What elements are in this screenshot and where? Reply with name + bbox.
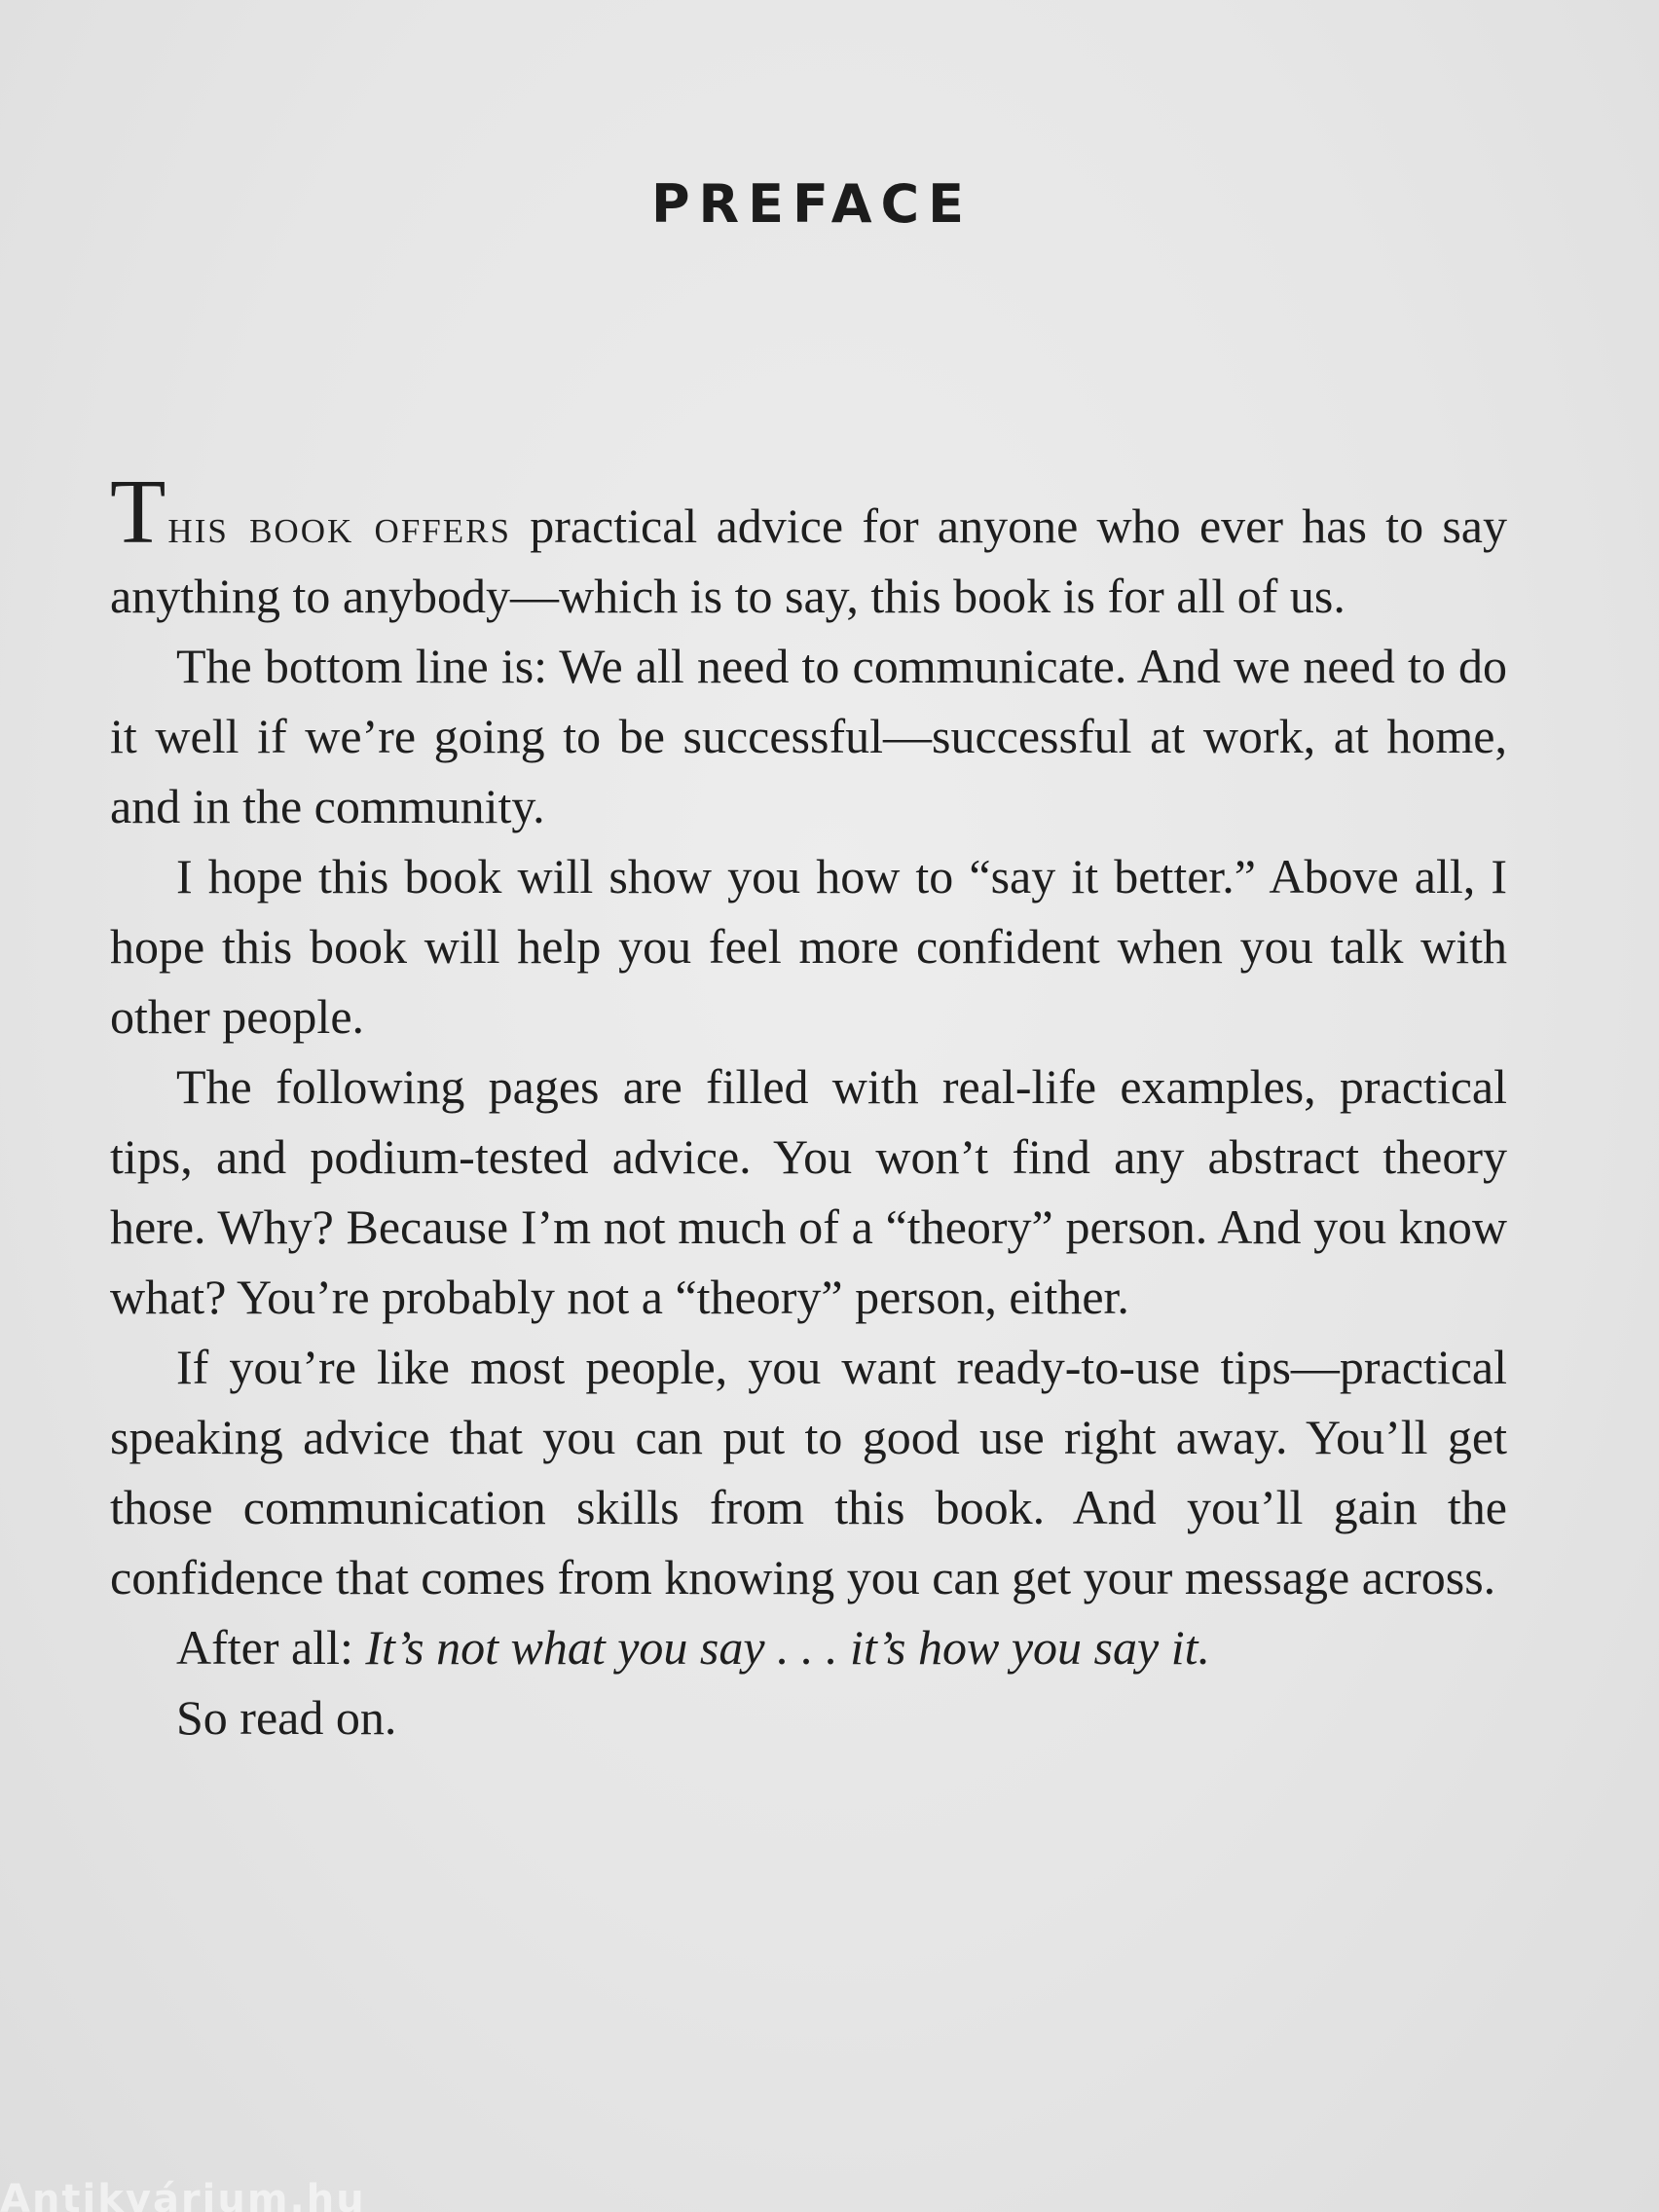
paragraph-2: The bottom line is: We all need to communicate. And we need to do it well if we’re going to be successful—successful at work, at home, and in the community. [110,639,1507,833]
paragraph-6-italic: It’s not what you say . . . it’s how you say it. [365,1620,1210,1675]
drop-cap: T [110,461,166,563]
paragraph-6 [110,1612,1507,1682]
paragraph-6-lead: After all: [176,1620,366,1675]
paragraph-4: The following pages are filled with real-life examples, practical tips, and podium-tested advice. You won’t find any abstract theory here. Why? Because I’m not much of a “theory” person. And you know what? You’re probably not a “theory” person, either. [110,1059,1507,1324]
page-title: PREFACE [650,173,974,235]
preface-body [110,461,1507,1752]
paragraph-3: I hope this book will show you how to “say it better.” Above all, I hope this book will help you feel more confident when you talk with other people. [110,849,1507,1044]
paragraph-7: So read on. [176,1690,397,1745]
watermark: Antikvárium.hu [0,2177,366,2212]
paragraph-1-text: practical advice for anyone who ever has to say anything to anybody—which is to say, this book is for all of us. [110,498,1507,623]
opening-small-caps: his book offers [167,498,511,553]
paragraph-1 [110,461,1507,631]
paragraph-5: If you’re like most people, you want ready-to-use tips—practical speaking advice that you can put to good use right away. You’ll get those communication skills from this book. And you’ll gain the confidence that comes from knowing you can get your message across. [110,1340,1507,1604]
